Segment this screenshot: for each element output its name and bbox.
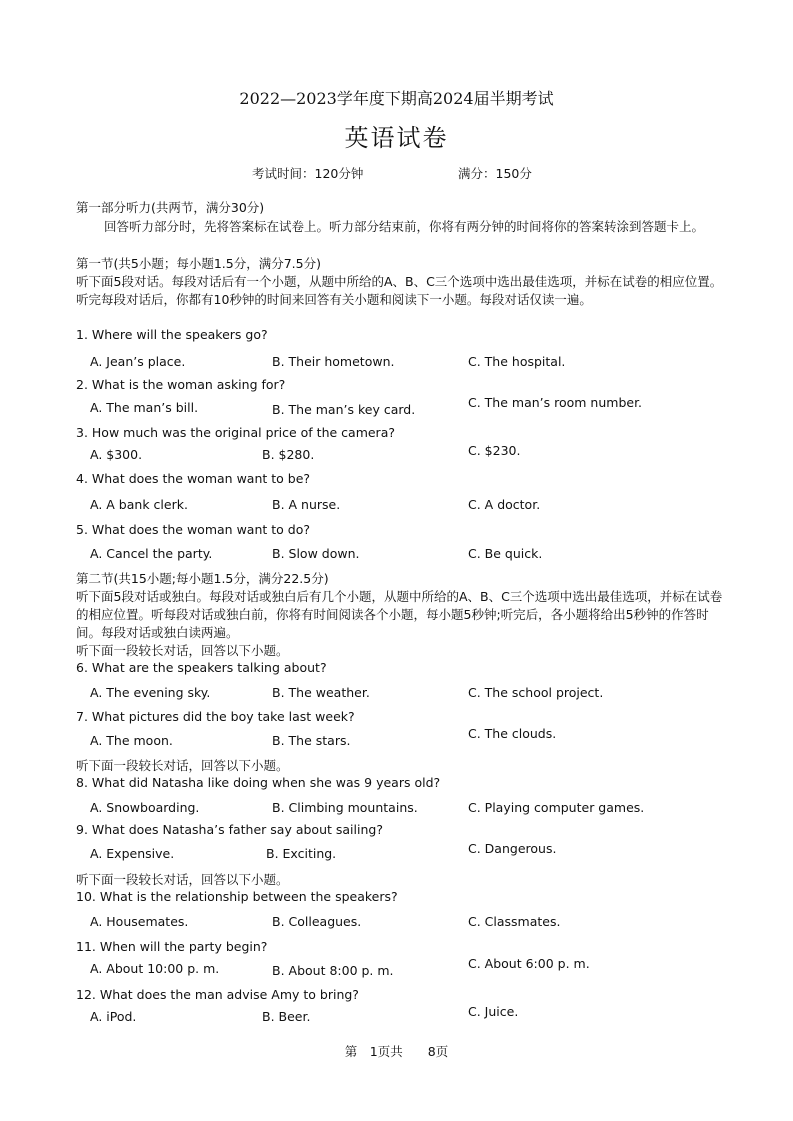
section2-instructions: 听下面5段对话或独白。每段对话或独白后有几个小题，从题中所给的A、B、C三个选项中选出最佳选项，并标在试卷的相应位置。听每段对话或独白前，你将有时间阅读各个小题，每小题5秒钟;听完后，各小题将给出5秒钟的作答时间。每段对话或独白读两遍。 [76, 589, 723, 640]
q5-option-b: B. Slow down. [272, 546, 360, 561]
q4-option-c: C. A doctor. [468, 497, 541, 512]
q2-option-b: B. The man’s key card. [272, 402, 416, 417]
question-8: 8. What did Natasha like doing when she was 9 years old? [76, 775, 441, 790]
q12-option-b: B. Beer. [262, 1009, 311, 1024]
q10-option-c: C. Classmates. [468, 914, 561, 929]
q8-option-a: A. Snowboarding. [90, 800, 200, 815]
exam-time: 考试时间：120分钟 [252, 166, 364, 181]
question-2: 2. What is the woman asking for? [76, 377, 286, 392]
listen-note-1: 听下面一段较长对话，回答以下小题。 [76, 643, 289, 658]
q7-option-a: A. The moon. [90, 733, 173, 748]
q11-option-a: A. About 10:00 p. m. [90, 961, 220, 976]
q8-option-b: B. Climbing mountains. [272, 800, 418, 815]
q4-option-b: B. A nurse. [272, 497, 341, 512]
part1-instructions: 回答听力部分时，先将答案标在试卷上。听力部分结束前，你将有两分钟的时间将你的答案转涂到答题卡上。 [104, 219, 705, 234]
q10-option-b: B. Colleagues. [272, 914, 362, 929]
q11-option-c: C. About 6:00 p. m. [468, 956, 590, 971]
question-11: 11. When will the party begin? [76, 939, 268, 954]
q7-option-c: C. The clouds. [468, 726, 557, 741]
q1-option-a: A. Jean’s place. [90, 354, 186, 369]
q4-option-a: A. A bank clerk. [90, 497, 188, 512]
q7-option-b: B. The stars. [272, 733, 351, 748]
section2-heading: 第二节(共15小题;每小题1.5分，满分22.5分) [76, 571, 329, 586]
page-number: 第 1页共 8页 [344, 1044, 449, 1059]
q12-option-c: C. Juice. [468, 1004, 519, 1019]
listen-note-3: 听下面一段较长对话，回答以下小题。 [76, 872, 289, 887]
q5-option-c: C. Be quick. [468, 546, 543, 561]
q3-option-c: C. $230. [468, 443, 521, 458]
q6-option-c: C. The school project. [468, 685, 604, 700]
question-5: 5. What does the woman want to do? [76, 522, 310, 537]
question-6: 6. What are the speakers talking about? [76, 660, 327, 675]
question-4: 4. What does the woman want to be? [76, 471, 311, 486]
q10-option-a: A. Housemates. [90, 914, 189, 929]
question-3: 3. How much was the original price of the camera? [76, 425, 395, 440]
full-score: 满分：150分 [458, 166, 532, 181]
q3-option-a: A. $300. [90, 447, 143, 462]
q1-option-b: B. Their hometown. [272, 354, 395, 369]
q6-option-b: B. The weather. [272, 685, 370, 700]
q6-option-a: A. The evening sky. [90, 685, 211, 700]
q9-option-b: B. Exciting. [266, 846, 337, 861]
q3-option-b: B. $280. [262, 447, 315, 462]
subject-title: 英语试卷 [344, 124, 449, 152]
section1-instructions: 听下面5段对话。每段对话后有一个小题，从题中所给的A、B、C三个选项中选出最佳选项，并标在试卷的相应位置。听完每段对话后，你都有10秒钟的时间来回答有关小题和阅读下一小题。每段对话仅读一遍。 [76, 274, 723, 307]
q8-option-c: C. Playing computer games. [468, 800, 645, 815]
q11-option-b: B. About 8:00 p. m. [272, 963, 394, 978]
q1-option-c: C. The hospital. [468, 354, 566, 369]
exam-title: 2022—2023学年度下期高2024届半期考试 [239, 89, 554, 108]
section1-heading: 第一节(共5小题；每小题1.5分，满分7.5分) [76, 256, 321, 271]
question-12: 12. What does the man advise Amy to bring? [76, 987, 359, 1002]
q9-option-c: C. Dangerous. [468, 841, 557, 856]
q5-option-a: A. Cancel the party. [90, 546, 213, 561]
q2-option-c: C. The man’s room number. [468, 395, 643, 410]
question-7: 7. What pictures did the boy take last week? [76, 709, 355, 724]
part1-heading: 第一部分听力(共两节，满分30分) [76, 200, 265, 215]
q12-option-a: A. iPod. [90, 1009, 137, 1024]
question-9: 9. What does Natasha’s father say about sailing? [76, 822, 383, 837]
question-10: 10. What is the relationship between the speakers? [76, 889, 398, 904]
listen-note-2: 听下面一段较长对话，回答以下小题。 [76, 758, 289, 773]
q9-option-a: A. Expensive. [90, 846, 175, 861]
q2-option-a: A. The man’s bill. [90, 400, 199, 415]
question-1: 1. Where will the speakers go? [76, 327, 268, 342]
